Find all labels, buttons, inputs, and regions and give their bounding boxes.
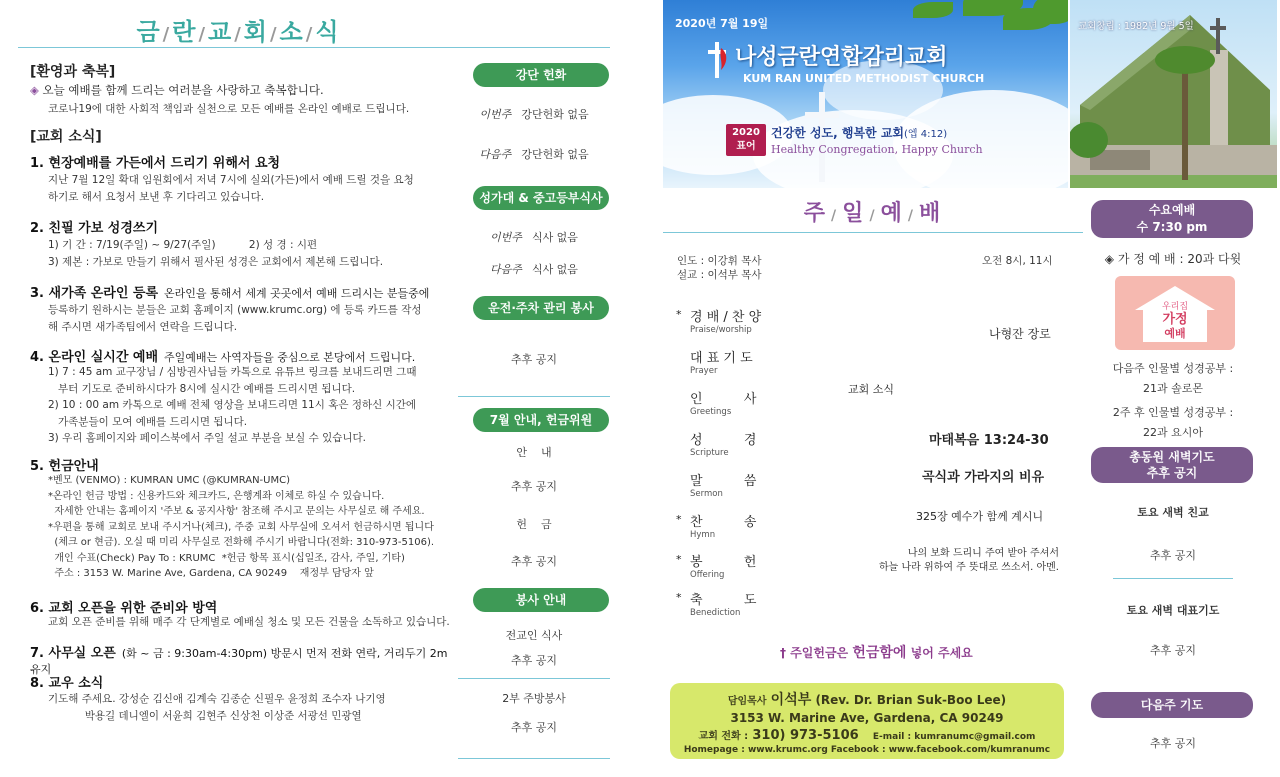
news-title: 금 /란 /교 /회 /소 /식	[136, 18, 340, 46]
altar-next-week: 다음주 강단헌화 없음	[479, 148, 589, 161]
svg-text:가정: 가정	[1162, 312, 1188, 327]
news-item-head: 3. 새가족 온라인 등록 온라인을 통해서 세계 곳곳에서 예배 드리시는 분들중에	[30, 286, 430, 301]
right-column	[1085, 190, 1277, 777]
home-worship-image	[1115, 276, 1235, 350]
worship-times: 오전 8시, 11시	[982, 255, 1053, 267]
news-item-text: 기도해 주세요. 강성순 김신애 김계숙 김종순 신필우 윤정희 조수자 나기영 박용길 데니엘이 서윤희 김현주 신상천 이상준 서광선 민광열	[48, 693, 386, 722]
service2-label: 2부 주방봉사	[502, 692, 566, 705]
worship-order-item: 말 씀 Sermon	[690, 474, 757, 499]
next-week-prayer-value: 추후 공지	[1149, 737, 1196, 750]
bible-study-next: 다음주 인물별 성경공부 : 21과 솔로몬	[1112, 362, 1234, 395]
divider	[458, 396, 610, 397]
worship-order-item: * 축 도 Benediction	[676, 591, 757, 618]
guide-value: 추후 공지	[510, 480, 557, 493]
worship-order-item: 성 경 Scripture	[690, 433, 757, 458]
church-motto-english: Healthy Congregation, Happy Church	[771, 143, 983, 156]
service-info-label: 봉사 안내	[473, 588, 609, 612]
church-name: 나성금란연합감리교회	[735, 45, 948, 70]
methodist-cross-flame-logo	[705, 40, 731, 80]
news-item-text: 등록하기 원하시는 분들은 교회 홈페이지 (www.krumc.org) 에 등록 카드를 작성 해 주시면 새가족팀에서 연락을 드립니다.	[48, 304, 422, 333]
choir-meal-label: 성가대 & 중고등부식사	[473, 186, 609, 210]
news-item-text: 교회 오픈 준비를 위해 매주 각 단계별로 예배실 청소 및 모든 건물을 소독하고 있습니다.	[48, 616, 450, 628]
news-item-head: 2. 친필 가보 성경쓰기	[30, 221, 159, 236]
church-building-photo	[1070, 0, 1277, 188]
service-schedule-strip	[458, 0, 610, 777]
greetings-value: 교회 소식	[848, 383, 895, 396]
church-phone: 교회 전화 : 310) 973-5106 E-mail : kumranumc@gmail.com	[698, 728, 1036, 743]
welcome-heading: [환영과 축복]	[30, 64, 116, 80]
guide-label: 안 내	[516, 446, 552, 459]
hymn-value: 325장 예수가 함께 계시니	[916, 510, 1044, 523]
worship-order-item: 인 사 Greetings	[690, 392, 757, 417]
meal-this-week: 이번주 식사 없음	[490, 231, 578, 244]
offering-box-note: † 주일헌금은 헌금함에 넣어 주세요	[780, 645, 973, 661]
altar-this-week: 이번주 강단헌화 없음	[479, 108, 589, 121]
next-week-prayer-label: 다음주 기도	[1091, 692, 1253, 718]
worship-title: 주 / 일 / 예 / 배	[803, 201, 943, 226]
offering-prayer: 나의 보화 드리니 주여 받아 주셔서 하늘 나라 위하여 주 뜻대로 쓰소서. 아멘.	[879, 548, 1059, 573]
saturday-prayer-value: 추후 공지	[1149, 644, 1196, 657]
saturday-fellowship-value: 추후 공지	[1149, 549, 1196, 562]
july-info-label: 7월 안내, 헌금위원	[473, 408, 609, 432]
news-item-text: 1) 7 : 45 am 교구장님 / 심방권사님들 카톡으로 유튜브 링크를 보내드리면 그때 부터 기도로 준비하시다가 8시에 실시간 예배를 드리시면 됩니다. 2) 10 : 00 am 카톡으로 예배 전체 영상을 보내드리면 11시 혹은 정하신 시간에 가족분들이 모여 예배를 드리시면 됩니다. 3) 우리 홈페이지와 페이스북에서 주일 설교 부분을 보실 수 있습니다.	[48, 366, 417, 444]
news-item-text: 1) 기 간 : 7/19(주일) ~ 9/27(주일) 2) 성 경 : 시편 3) 제본 : 가보로 만들기 위해서 필사된 성경은 교회에서 제본해 드립니다.	[48, 239, 384, 268]
meal-next-week: 다음주 식사 없음	[490, 263, 578, 276]
saturday-prayer: 토요 새벽 대표기도	[1126, 604, 1220, 617]
divider	[663, 232, 1083, 233]
news-item-head: 6. 교회 오픈을 위한 준비와 방역	[30, 601, 218, 616]
offering-value: 추후 공지	[510, 555, 557, 568]
church-banner	[663, 0, 1068, 188]
welcome-note: 코로나19에 대한 사회적 책임과 실천으로 모든 예배를 온라인 예배로 드립니다.	[48, 103, 410, 115]
news-item-text: *벤모 (VENMO) : KUMRAN UMC (@KUMRAN-UMC) *온라인 헌금 방법 : 신용카드와 체크카드, 은행계좌 이체로 하실 수 있습니다. 자세한 안내는 홈페이지 '주보 & 공지사항' 참조해 주시고 문의는 사무실로 해 주세요. *우편을 통해 교회로 보내 주시거나(체크), 주중 교회 사무실에 오셔서 헌금하시면 됩니다 (체크 or 현금). 오실 때 미리 사무실로 전화해 주시기 바랍니다(전화: 310-973-5106). 개인 수표(Check) Pay To : KRUMC *헌금 항목 표시(십일조, 감사, 주일, 기타) 주소 : 3153 W. Marine Ave, Gardena, CA 90249 재정부 담당자 앞	[48, 475, 435, 579]
welcome-line: ◈ 오늘 예배를 함께 드리는 여러분을 사랑하고 축복합니다.	[30, 83, 324, 97]
news-item-head: 8. 교우 소식	[30, 676, 104, 691]
church-news-heading: [교회 소식]	[30, 129, 102, 145]
church-news-section	[18, 0, 458, 777]
altar-flower-label: 강단 헌화	[473, 63, 609, 87]
worship-order-item: * 경 배 / 찬 양 Praise/worship	[676, 308, 762, 335]
news-item-head: 4. 온라인 실시간 예배 주일예배는 사역자들을 중심으로 본당에서 드립니다.	[30, 350, 416, 365]
saturday-fellowship: 토요 새벽 친교	[1137, 506, 1209, 519]
family-worship: ◈ 가 정 예 배 : 20과 다윗	[1104, 252, 1242, 266]
scripture-value: 마태복음 13:24-30	[929, 433, 1049, 448]
bible-study-two-weeks: 2주 후 인물별 성경공부 : 22과 요시아	[1112, 406, 1234, 439]
worship-order-item: * 찬 송 Hymn	[676, 513, 757, 540]
bulletin-date: 2020년 7월 19일	[675, 17, 769, 30]
church-established-date: 교회창립 : 1982년 9월 5일	[1078, 21, 1194, 32]
diamond-icon: ◈	[30, 83, 39, 97]
church-address: 3153 W. Marine Ave, Gardena, CA 90249	[730, 711, 1004, 725]
sermon-title: 곡식과 가라지의 비유	[922, 470, 1045, 485]
dawn-prayer-label: 총동원 새벽기도 추후 공지	[1091, 447, 1253, 483]
motto-badge: 2020 표어	[726, 124, 766, 156]
worship-preacher: 설교 : 이석부 목사	[677, 269, 762, 281]
service1-label: 전교인 식사	[505, 629, 563, 642]
prayer-value: 나형잔 장로	[989, 327, 1051, 341]
service1-value: 추후 공지	[510, 654, 557, 667]
worship-order-item: 대 표 기 도 Prayer	[690, 351, 753, 376]
news-item-head: 7. 사무실 오픈 (화 ~ 금 : 9:30am-4:30pm) 방문시 먼저 전화 연락, 거리두기 2m 유지	[30, 646, 448, 676]
worship-leader: 인도 : 이강휘 목사	[677, 255, 762, 267]
wednesday-service: 수요예배 수 7:30 pm	[1091, 200, 1253, 238]
church-name-english: KUM RAN UNITED METHODIST CHURCH	[743, 72, 985, 85]
parking-label: 운전·주차 관리 봉사	[473, 296, 609, 320]
church-web-links: Homepage : www.krumc.org Facebook : www.facebook.com/kumranumc	[683, 745, 1051, 755]
worship-order-item: * 봉 헌 Offering	[676, 553, 757, 580]
news-item-head: 1. 현장예배를 가든에서 드리기 위해서 요청	[30, 156, 281, 171]
divider	[458, 678, 610, 679]
pastor-name: 담임목사 이석부 (Rev. Dr. Brian Suk-Boo Lee)	[727, 692, 1007, 708]
news-item-head: 5. 헌금안내	[30, 459, 99, 474]
svg-text:예배: 예배	[1164, 327, 1186, 340]
service2-value: 추후 공지	[510, 721, 557, 734]
offering-label: 헌 금	[516, 518, 552, 531]
svg-text:우리집: 우리집	[1161, 302, 1189, 312]
church-motto: 건강한 성도, 행복한 교회(엡 4:12)	[771, 126, 948, 140]
pastor-contact-box	[670, 683, 1064, 759]
parking-value: 추후 공지	[510, 353, 557, 366]
divider	[1113, 578, 1233, 579]
news-item-text: 지난 7월 12일 확대 임원회에서 저녁 7시에 실외(가든)에서 예배 드릴 것을 요청 하기로 해서 요청서 보낸 후 기다리고 있습니다.	[48, 174, 414, 203]
divider	[458, 758, 610, 759]
